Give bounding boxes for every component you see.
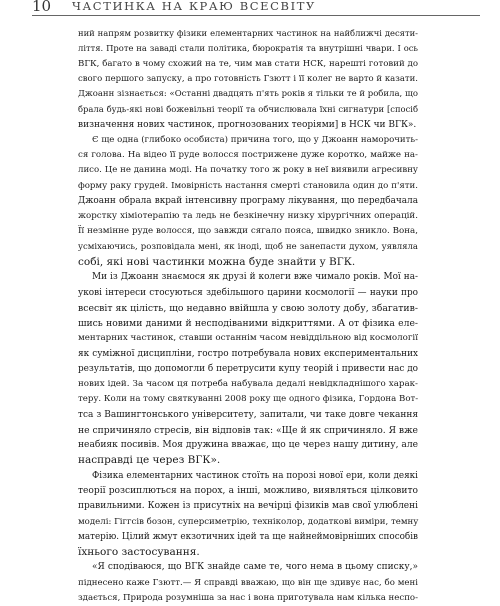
page-number: 10 <box>32 0 52 15</box>
text-line: Є ще одна (глибоко особиста) причина того, що у Джоанн наморочить- <box>92 134 418 145</box>
text-line: ліття. Проте на заваді стали політика, бюрократія та внутрішні чвари. І ось <box>78 43 418 54</box>
text-line: свого першого запуску, а про готовність Гзютт і її колег не варто й казати. <box>78 73 418 84</box>
running-header <box>0 0 500 22</box>
text-line: піднесено каже Гзютт.— Я справді вважаю, що він ще здивує нас, бо мені <box>78 577 418 588</box>
text-line: моделі: Гіггсів бозон, суперсиметрію, техніколор, додаткові виміри, темну <box>78 516 419 527</box>
body-text <box>78 26 418 606</box>
text-line: теорії розсиплються на порох, а інші, можливо, виявляться цілковито <box>78 485 418 496</box>
text-line: неабияк посивів. Моя дружина вважає, що це через нашу дитину, але <box>78 440 418 451</box>
text-line: «Я сподіваюся, що ВГК знайде саме те, чого нема в цьому списку,» <box>92 562 418 573</box>
text-line: Її незмінне руде волосся, що завжди сягало пояса, швидко зникло. Вона, <box>78 226 418 237</box>
text-line: тса з Вашингтонського університету, запитали, чи таке довге чекання <box>78 409 418 420</box>
text-line: Фізика елементарних частинок стоїть на порозі нової ери, коли деякі <box>92 470 418 481</box>
text-line: Джоанн обрала вкрай інтенсивну програму лікування, що передбачала <box>78 195 418 206</box>
text-line: їхнього застосування. <box>78 546 200 559</box>
text-line: правильними. Кожен із присутніх на вечірці фізиків мав свої улюблені <box>78 501 418 512</box>
text-line: здається, Природа розумніша за нас і вона приготувала нам кілька неспо- <box>78 592 418 603</box>
text-line: укові інтереси стосуються здебільшого царини космології — науки про <box>78 287 418 298</box>
text-line: брала будь-які нові божевільні теорії та обчислювала їхні сигнатури [спосіб <box>78 104 418 115</box>
text-line: ВГК, багато в чому схожий на те, чим мав стати НСК, нарешті готовий до <box>78 58 418 69</box>
text-line: результатів, що допомогли б перетрусити купу теорій і привести нас до <box>78 363 418 374</box>
text-line: Джоанн зізнається: «Останні двадцять п'ять років я тільки те й робила, що <box>78 89 418 100</box>
text-line: нових ідей. За часом ця потреба набувала дедалі невідкладнішого харак- <box>78 379 418 390</box>
text-line: насправді це через ВГК». <box>78 454 221 467</box>
text-line: ний напрям розвитку фізики елементарних частинок на найближчі десяти- <box>78 28 418 38</box>
text-line: форму раку грудей. Імовірність настання смерті становила один до п'яти. <box>78 180 418 191</box>
text-line: жорстку хіміотерапію та ледь не безкінечну низку хірургічних операцій. <box>78 211 418 222</box>
text-line: визначення нових частинок, прогнозованих теоріями] в НСК чи ВГК». <box>78 119 417 130</box>
text-line: не спричиняло стресів, він відповів так: «Ще й як спричиняло. Я вже <box>78 424 418 436</box>
text-line: всесвіт як цілість, що недавно ввійшла у свою золоту добу, збагатив- <box>78 302 418 314</box>
text-line: лисо. Це не данина моді. На початку того ж року в неї виявили агресивну <box>78 165 418 176</box>
text-line: ся голова. На відео її руде волосся пострижене дуже коротко, майже на- <box>78 150 418 161</box>
header-rule <box>32 15 480 16</box>
text-line: ментарних частинок, ставши останнім часом невіддільною від космології <box>78 333 418 344</box>
text-line: Ми із Джоанн знаємося як друзі й колеги вже чимало років. Мої на- <box>92 272 418 283</box>
text-line: собі, які нові частинки можна буде знайти у ВГК. <box>78 255 356 268</box>
text-line: як суміжної дисципліни, гостро потребувала нових експериментальних <box>78 348 418 359</box>
text-line: теру. Коли на тому святкуванні 2008 року ще одного фізика, Гордона Вот- <box>78 394 419 405</box>
text-line: шись новими даними й несподіваними відкриттями. А от фізика еле- <box>78 318 418 330</box>
text-line: усміхаючись, розповідала мені, як іноді, щоб не занепасти духом, уявляла <box>78 241 418 252</box>
running-title: ЧАСТИНКА НА КРАЮ ВСЕСВІТУ <box>72 0 316 13</box>
text-line: матерію. Цілий жмут екзотичних ідей та ще найнеймовірніших способів <box>78 531 418 542</box>
